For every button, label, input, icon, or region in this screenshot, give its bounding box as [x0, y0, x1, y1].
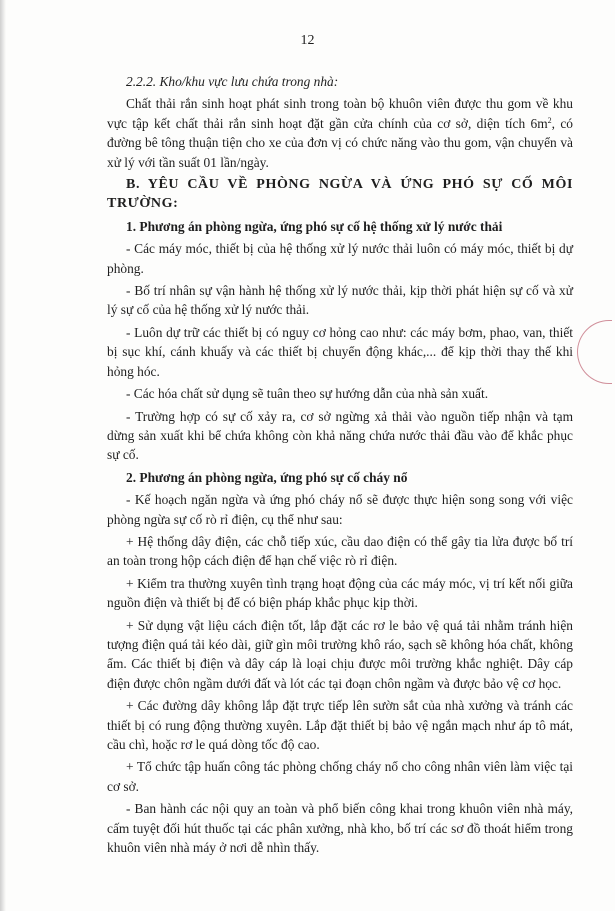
- section-2-item: + Sử dụng vật liệu cách điện tốt, lắp đặt các rơ le bảo vệ quá tải nhằm tránh hiện tượng điện quá tải kéo dài, giữ gìn môi trường khô ráo, sạch sẽ không hóa chất, không ẩm. Các thiết bị điện và dây cáp là loại chịu được môi trường khắc nghiệt. Dây cáp điện được chôn ngầm dưới đất và lót các tại đoạn chôn ngầm và được bảo vệ cơ học.: [107, 617, 573, 691]
- section-1-item: - Các máy móc, thiết bị của hệ thống xử lý nước thải luôn có máy móc, thiết bị dự phòng.: [107, 241, 573, 276]
- section-1-item: - Trường hợp có sự cố xảy ra, cơ sở ngừng xả thải vào nguồn tiếp nhận và tạm dừng sản xuất khi bể chứa không còn khả năng chứa nước thải đầu vào để khắc phục sự cố.: [107, 408, 573, 463]
- document-body: [107, 72, 573, 860]
- section-2-item: + Tổ chức tập huấn công tác phòng chống cháy nổ cho công nhân viên làm việc tại cơ sở.: [107, 759, 573, 794]
- section-2-title: 2. Phương án phòng ngừa, ứng phó sự cố cháy nổ: [126, 469, 408, 485]
- section-2-item: - Kế hoạch ngăn ngừa và ứng phó cháy nổ sẽ được thực hiện song song với việc phòng ngừa sự cố rò rỉ điện, cụ thể như sau:: [107, 492, 573, 527]
- section-b-title: B. YÊU CẦU VỀ PHÒNG NGỪA VÀ ỨNG PHÓ SỰ CỐ MÔI TRƯỜNG:: [107, 177, 573, 212]
- section-2-2-2-paragraph: [107, 94, 573, 172]
- section-2-2-2-title: 2.2.2. Kho/khu vực lưu chứa trong nhà:: [126, 74, 339, 89]
- page-number: 12: [300, 33, 315, 48]
- scan-edge-shadow: [0, 0, 6, 911]
- seal-stamp-fragment: [577, 320, 612, 384]
- section-1-title: 1. Phương án phòng ngừa, ứng phó sự cố hệ thống xử lý nước thải: [126, 218, 503, 234]
- paragraph-text-pre: Chất thải rắn sinh hoạt phát sinh trong toàn bộ khuôn viên được thu gom về khu vực tập kết chất thải rắn sinh hoạt đặt gần cửa chính của cơ sở, diện tích 6m: [107, 96, 573, 131]
- section-2-item: + Kiểm tra thường xuyên tình trạng hoạt động của các máy móc, vị trí kết nối giữa nguồn điện và thiết bị để có biện pháp khắc phục kịp thời.: [107, 575, 573, 611]
- section-2-item: + Các đường dây không lắp đặt trực tiếp lên sườn sắt của nhà xưởng và tránh các thiết bị có rung động thường xuyên. Lắp đặt thiết bị bảo vệ ngắn mạch như áp tô mát, cầu chì, hoặc rơ le quá dòng tốc độ cao.: [107, 698, 573, 752]
- paragraph-text-post: , có đường bê tông thuận tiện cho xe của đơn vị có chức năng vào thu gom, vận chuyển và xử lý với tần suất 01 lần/ngày.: [107, 115, 573, 170]
- section-2-item: + Hệ thống dây điện, các chỗ tiếp xúc, cầu dao điện có thể gây tia lửa được bố trí an toàn trong hộp cách điện để hạn chế việc rò rỉ điện.: [107, 533, 573, 569]
- section-2-item: - Ban hành các nội quy an toàn và phổ biến công khai trong khuôn viên nhà máy, cấm tuyệt đối hút thuốc tại các phân xưởng, nhà kho, bố trí các sơ đồ thoát hiểm trong khuôn viên nhà máy ở nơi dễ nhìn thấy.: [107, 801, 573, 856]
- superscript: 2: [547, 115, 552, 125]
- section-1-item: - Bố trí nhân sự vận hành hệ thống xử lý nước thải, kịp thời phát hiện sự cố và xử lý sự cố của hệ thống xử lý nước thải.: [107, 283, 573, 318]
- section-1-item: - Các hóa chất sử dụng sẽ tuân theo sự hướng dẫn của nhà sản xuất.: [126, 386, 489, 402]
- section-1-item: - Luôn dự trữ các thiết bị có nguy cơ hỏng cao như: các máy bơm, phao, van, thiết bị sục khí, cánh khuấy và các thiết bị chuyển động khác,... để kịp thời thay thế khi hỏng hóc.: [107, 324, 573, 379]
